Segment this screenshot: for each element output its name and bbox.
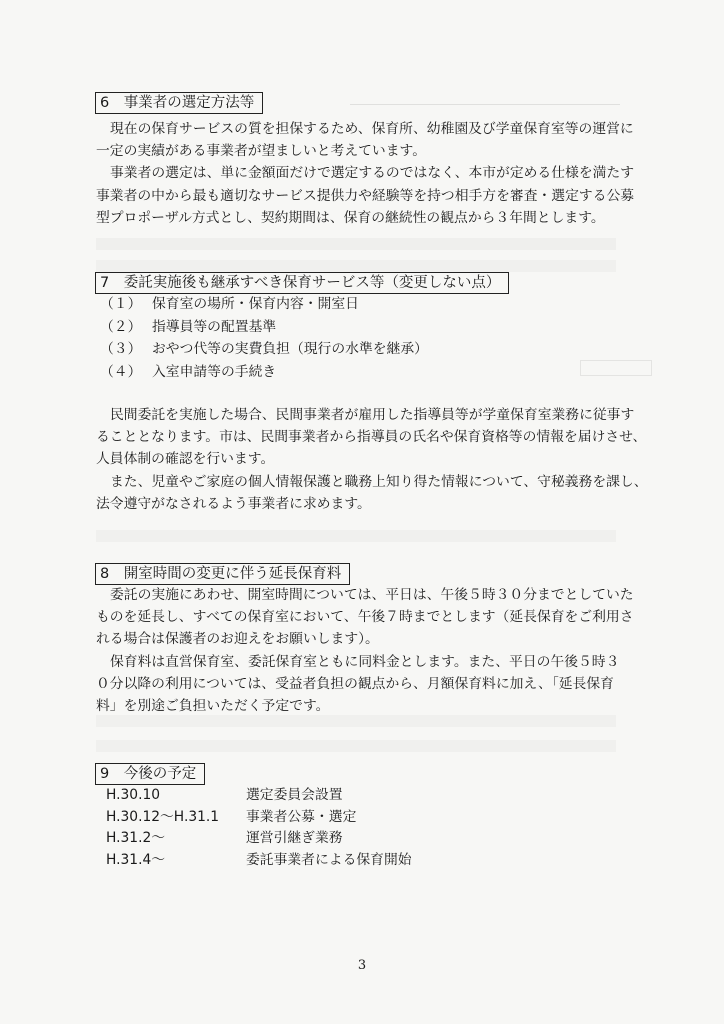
- list-item-text: 入室申請等の手続き: [152, 363, 277, 380]
- schedule-event: 委託事業者による保育開始: [246, 851, 412, 868]
- list-item-text: 指導員等の配置基準: [152, 318, 277, 335]
- text-line: 一定の実績がある事業者が望ましいと考えています。: [96, 143, 427, 160]
- list-item-number: （３）: [100, 341, 142, 358]
- section-7-list: [100, 293, 428, 383]
- schedule-date: H.31.4～: [106, 851, 166, 868]
- schedule-event: 選定委員会設置: [246, 787, 343, 803]
- section-8-body: [96, 584, 636, 717]
- section-6-heading: 6 事業者の選定方法等: [95, 92, 263, 114]
- text-line: 法令遵守がなされるよう事業者に求めます。: [96, 495, 371, 512]
- schedule-row: [106, 785, 412, 807]
- text-line: れる場合は保護者のお迎えをお願いします）。: [96, 631, 379, 648]
- schedule-date: H.30.10: [106, 787, 161, 803]
- list-item: [100, 338, 428, 361]
- text-line: 現在の保育サービスの質を担保するため、保育所、幼稚園及び学童保育室等の運営に: [110, 121, 634, 137]
- text-line: 事業者の選定は、単に金額面だけで選定するのではなく、本市が定める仕様を満たす: [110, 165, 635, 182]
- list-item: [100, 316, 428, 339]
- text-line: 事業者の中から最も適切なサービス提供力や経験等を持つ相手方を審査・選定する公募: [96, 187, 635, 204]
- schedule-row: [106, 828, 412, 850]
- list-item-text: おやつ代等の実費負担（現行の水準を継承）: [152, 341, 428, 358]
- show-through-mark: [96, 530, 616, 542]
- section-7-body: [96, 404, 648, 515]
- show-through-mark: [580, 360, 652, 376]
- show-through-mark: [96, 238, 616, 250]
- list-item: [100, 361, 428, 384]
- section-6-body: [96, 118, 636, 229]
- text-line: 民間委託を実施した場合、民間事業者が雇用した指導員等が学童保育室業務に従事す: [110, 407, 635, 423]
- text-line: また、児童やご家庭の個人情報保護と職務上知り得た情報について、守秘義務を課し、: [110, 473, 648, 490]
- text-line: 委託の実施にあわせ、開室時間については、平日は、午後５時３０分までとしていた: [110, 587, 634, 603]
- section-9-heading: 9 今後の予定: [95, 763, 205, 785]
- section-8-heading: 8 開室時間の変更に伴う延長保育料: [95, 563, 350, 585]
- schedule-row: [106, 850, 412, 872]
- list-item-number: （４）: [100, 363, 142, 380]
- show-through-mark: [96, 740, 616, 752]
- text-line: ることとなります。市は、民間事業者から指導員の氏名や保育資格等の情報を届けさせ、: [96, 429, 647, 446]
- text-line: 型プロポーザル方式とし、契約期間は、保育の継続性の観点から３年間とします。: [96, 209, 605, 226]
- show-through-mark: [350, 90, 620, 105]
- text-line: 料」を別途ご負担いただく予定です。: [96, 697, 330, 714]
- page-number: 3: [357, 958, 367, 973]
- list-item-text: 保育室の場所・保育内容・開室日: [152, 296, 359, 312]
- show-through-mark: [96, 260, 616, 272]
- section-7-heading: 7 委託実施後も継承すべき保育サービス等（変更しない点）: [95, 272, 509, 294]
- schedule-date: H.31.2～: [106, 830, 166, 846]
- schedule-date: H.30.12～H.31.1: [106, 808, 220, 825]
- text-line: ０分以降の利用については、受益者負担の観点から、月額保育料に加え、「延長保育: [96, 675, 614, 692]
- schedule-event: 運営引継ぎ業務: [246, 830, 343, 846]
- schedule-event: 事業者公募・選定: [246, 808, 357, 825]
- schedule-row: [106, 807, 412, 829]
- text-line: ものを延長し、すべての保育室において、午後７時までとします（延長保育をご利用さ: [96, 609, 634, 626]
- list-item: [100, 293, 428, 316]
- text-line: 保育料は直営保育室、委託保育室ともに同料金とします。また、平日の午後５時３: [110, 653, 620, 670]
- list-item-number: （１）: [100, 296, 142, 312]
- text-line: 人員体制の確認を行います。: [96, 451, 275, 468]
- schedule-list: [106, 785, 412, 871]
- list-item-number: （２）: [100, 318, 142, 335]
